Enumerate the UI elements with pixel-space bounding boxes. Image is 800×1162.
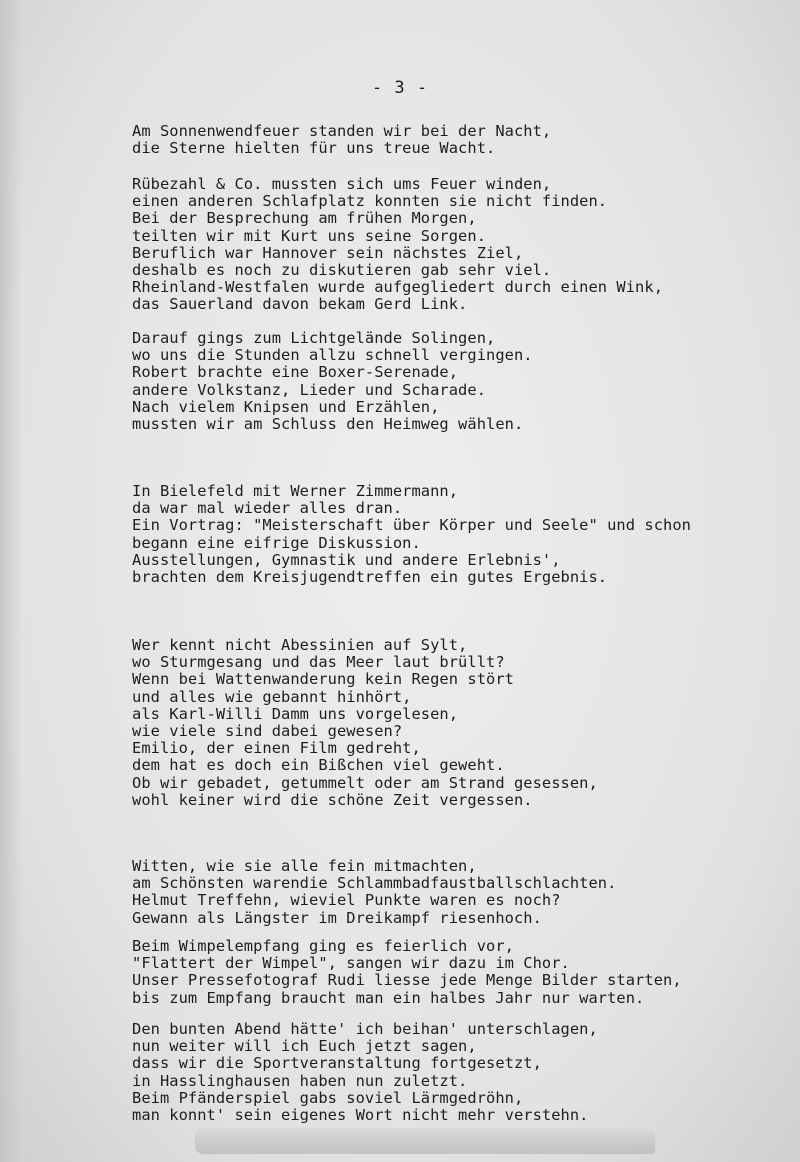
text-line: Ob wir gebadet, getummelt oder am Strand gesessen, bbox=[132, 773, 598, 792]
page-number: - 3 - bbox=[371, 78, 429, 98]
text-line: begann eine eifrige Diskussion. bbox=[132, 533, 421, 552]
text-line: wie viele sind dabei gewesen? bbox=[132, 722, 403, 741]
text-line: Robert brachte eine Boxer-Serenade, bbox=[132, 363, 459, 382]
text-line: nun weiter will ich Euch jetzt sagen, bbox=[132, 1037, 477, 1056]
text-line: dass wir die Sportveranstaltung fortgesetzt, bbox=[132, 1054, 542, 1073]
text-line: in Hasslinghausen haben nun zuletzt. bbox=[132, 1071, 468, 1090]
text-line: man konnt' sein eigenes Wort nicht mehr verstehn. bbox=[132, 1106, 589, 1125]
text-line: Beim Wimpelempfang ging es feierlich vor, bbox=[132, 937, 514, 955]
text-line: wo Sturmgesang und das Meer laut brüllt? bbox=[132, 653, 505, 672]
text-line: deshalb es noch zu diskutieren gab sehr viel. bbox=[132, 261, 552, 280]
text-line: Witten, wie sie alle fein mitmachten, bbox=[132, 857, 477, 875]
stanza-bunter-abend bbox=[132, 1021, 598, 1124]
stanza-ruebezahl bbox=[132, 176, 663, 314]
text-line: Darauf gings zum Lichtgelände Solingen, bbox=[132, 329, 496, 347]
page-edge-shadow bbox=[0, 0, 22, 1162]
text-line: dem hat es doch ein Bißchen viel geweht. bbox=[132, 756, 505, 775]
text-line: wo uns die Stunden allzu schnell vergingen. bbox=[132, 346, 533, 365]
text-line: Ausstellungen, Gymnastik und andere Erlebnis', bbox=[132, 550, 561, 569]
text-line: Nach vielem Knipsen und Erzählen, bbox=[132, 397, 440, 416]
text-line: Den bunten Abend hätte' ich beihan' unterschlagen, bbox=[132, 1020, 598, 1038]
stanza-witten bbox=[132, 858, 616, 927]
text-line: Rübezahl & Co. mussten sich ums Feuer winden, bbox=[132, 175, 552, 193]
text-line: Emilio, der einen Film gedreht, bbox=[132, 739, 421, 758]
text-line: andere Volkstanz, Lieder und Scharade. bbox=[132, 380, 487, 399]
text-line: Wenn bei Wattenwanderung kein Regen stört bbox=[132, 670, 514, 689]
stanza-bielefeld bbox=[132, 483, 691, 586]
text-line: da war mal wieder alles dran. bbox=[132, 499, 403, 518]
text-line: bis zum Empfang braucht man ein halbes Jahr nur warten. bbox=[132, 988, 645, 1007]
text-line: Am Sonnenwendfeuer standen wir bei der Nacht, bbox=[132, 122, 552, 140]
stanza-solstice-fire bbox=[132, 123, 551, 157]
stanza-solingen bbox=[132, 330, 533, 433]
text-line: brachten dem Kreisjugendtreffen ein gutes Ergebnis. bbox=[132, 568, 608, 587]
text-line: als Karl-Willi Damm uns vorgelesen, bbox=[132, 704, 459, 723]
text-line: "Flattert der Wimpel", sangen wir dazu im Chor. bbox=[132, 954, 570, 973]
text-line: einen anderen Schlafplatz konnten sie nicht finden. bbox=[132, 192, 608, 211]
text-line: Beim Pfänderspiel gabs soviel Lärmgedröhn, bbox=[132, 1088, 524, 1107]
text-line: das Sauerland davon bekam Gerd Link. bbox=[132, 295, 468, 314]
text-line: Bei der Besprechung am frühen Morgen, bbox=[132, 209, 477, 228]
text-line: Beruflich war Hannover sein nächstes Ziel, bbox=[132, 243, 524, 262]
text-line: Ein Vortrag: "Meisterschaft über Körper und Seele" und schon bbox=[132, 516, 691, 535]
text-line: und alles wie gebannt hinhört, bbox=[132, 687, 412, 706]
text-line: die Sterne hielten für uns treue Wacht. bbox=[132, 139, 496, 158]
text-line: Helmut Treffehn, wieviel Punkte waren es noch? bbox=[132, 891, 561, 910]
text-line: mussten wir am Schluss den Heimweg wählen. bbox=[132, 415, 524, 434]
stanza-sylt bbox=[132, 637, 598, 809]
text-line: wohl keiner wird die schöne Zeit vergessen. bbox=[132, 790, 533, 809]
text-line: teilten wir mit Kurt uns seine Sorgen. bbox=[132, 226, 487, 245]
text-line: Gewann als Längster im Dreikampf riesenhoch. bbox=[132, 908, 542, 927]
text-line: Unser Pressefotograf Rudi liesse jede Menge Bilder starten, bbox=[132, 971, 682, 990]
torn-paper-edge bbox=[195, 1128, 655, 1154]
text-line: Wer kennt nicht Abessinien auf Sylt, bbox=[132, 636, 468, 654]
text-line: am Schönsten warendie Schlammbadfaustballschlachten. bbox=[132, 874, 617, 893]
text-line: Rheinland-Westfalen wurde aufgegliedert durch einen Wink, bbox=[132, 278, 664, 297]
stanza-wimpelempfang bbox=[132, 938, 682, 1007]
text-line: In Bielefeld mit Werner Zimmermann, bbox=[132, 482, 459, 500]
